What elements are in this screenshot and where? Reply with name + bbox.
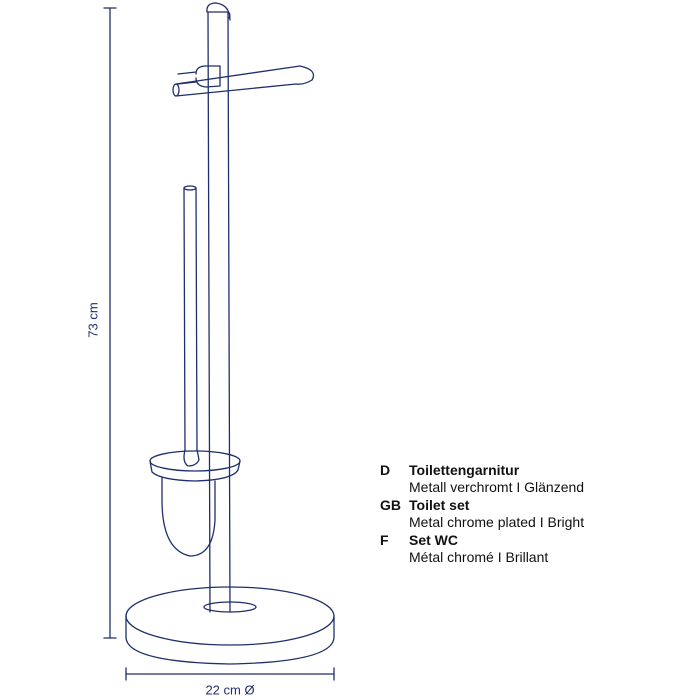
brush-handle bbox=[184, 186, 199, 466]
language-code: GB bbox=[380, 497, 401, 513]
language-code: D bbox=[380, 462, 391, 478]
height-dimension-line bbox=[104, 8, 116, 638]
main-pole bbox=[208, 12, 230, 612]
product-description-legend bbox=[380, 462, 584, 567]
product-description: Metal chrome plated I Bright bbox=[409, 514, 585, 530]
height-dimension-label: 73 cm bbox=[85, 302, 101, 338]
product-title: Toilettengarnitur bbox=[409, 462, 520, 478]
paper-holder-arm bbox=[173, 66, 314, 96]
product-title: Set WC bbox=[409, 532, 458, 548]
product-title: Toilet set bbox=[409, 497, 470, 513]
width-dimension-label: 22 cm Ø bbox=[205, 682, 255, 698]
legend-row-d bbox=[380, 462, 584, 479]
language-code: F bbox=[380, 532, 389, 548]
legend-row-f bbox=[380, 532, 584, 549]
legend-row-gb bbox=[380, 497, 584, 514]
product-description: Metall verchromt I Glänzend bbox=[409, 479, 585, 495]
brush-holder-bowl bbox=[150, 451, 240, 556]
width-dimension-line bbox=[126, 668, 334, 680]
product-description: Métal chromé I Brillant bbox=[409, 549, 549, 565]
